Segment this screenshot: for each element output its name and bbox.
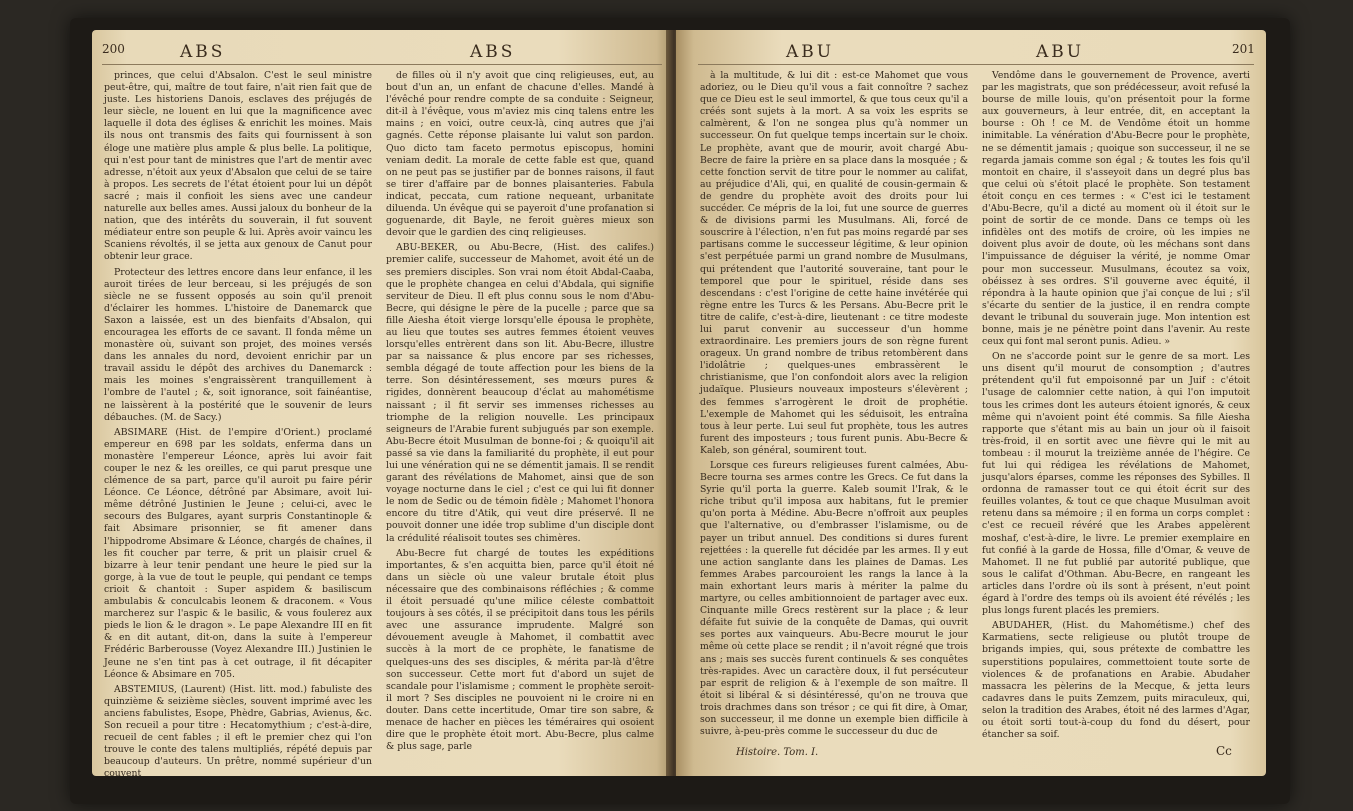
page-number-right: 201 xyxy=(1232,42,1255,56)
paragraph: Lorsque ces fureurs religieuses furent calmées, Abu-Becre tourna ses armes contre les Grecs. Ce fut dans la Syrie qu'il porta la guerre. Kaleb soumit l'Irak, & le riche tribut qu'il imposa aux habitans, fut le premier qu'on porta à Médine. Abu-Becre n'offroit aux peuples que l'alternative, ou d'embrasser l'islamisme, ou de payer un tribut annuel. Des conditions si dures furent rejettées : la querelle fut décidée par les armes. Il y eut une action sanglante dans les plaines de Damas. Les femmes Arabes parcouroient les rangs la lance à la main exhortant leurs maris à mériter la palme du martyre, ou celles ambitionnoient de partager avec eux. Cinquante mille Grecs restèrent sur la place ; & leur défaite fut suivie de la conquête de Damas, qui ouvrit ses portes aux vainqueurs. Abu-Becre mourut le jour même où cette place se rendit ; il n'avoit régné que trois ans ; mais ses succès furent continuels & ses conquêtes très-rapides. Avec un caractère doux, il fut persécuteur par esprit de religion & à l'exemple de son maître. Il étoit si libéral & si désintéressé, qu'on ne trouva que trois drachmes dans son trésor ; ce qui fit dire, à Omar, son successeur, il me donne un exemple bien difficile à suivre, à-peu-près comme le successeur du duc de xyxy=(700,460,968,738)
signature-mark: Cc xyxy=(1216,744,1232,758)
header-rule-right xyxy=(698,64,1254,65)
paragraph: Abu-Becre fut chargé de toutes les expéditions importantes, & s'en acquitta bien, parce qu'il étoit né dans un siècle où une valeur brutale étoit plus nécessaire que des combinaisons réfléchies ; & comme il étoit persuadé qu'une milice céleste combattoit toujours à ses côtés, il se précipitoit dans tous les périls avec une assurance imprudente. Malgré son dévouement aveugle à Mahomet, il combattit avec succès à la mort de ce prophète, le fanatisme de quelques-uns des ses disciples, & mérita par-là d'être son successeur. Cette mort fut d'abord un sujet de scandale pour l'islamisme ; comment le prophète seroit-il mort ? Ses disciples ne pouvoient ni le croire ni en douter. Dans cette incertitude, Omar tire son sabre, & menace de hacher en pièces les téméraires qui osoient dire que le prophète étoit mort. Abu-Becre, plus calme & plus sage, parle xyxy=(386,547,654,753)
paragraph: ABUDAHER, (Hist. du Mahométisme.) chef des Karmatiens, secte religieuse ou plutôt troupe de brigands impies, qui, sous prétexte de combattre les superstitions populaires, commettoient toute sorte de violences & de profanations en Arabie. Abudaher massacra les pèlerins de la Mecque, & jetta leurs cadavres dans le puits Zemzem, puits miraculeux, qui, selon la tradition des Arabes, étoit né des larmes d'Agar, ou étoit sorti tout-à-coup du fond du désert, pour étancher sa soif. xyxy=(982,620,1250,741)
right-page-column-2 xyxy=(982,70,1250,760)
header-rule-left xyxy=(102,64,662,65)
running-head-right-2: ABU xyxy=(1036,42,1085,62)
left-page-column-2 xyxy=(386,70,654,760)
paragraph: Protecteur des lettres encore dans leur enfance, il les auroit tirées de leur berceau, si les préjugés de son siècle ne se fussent opposés au soin qu'il prenoit d'éclairer les hommes. L'histoire de Danemarck que Saxon a laissée, est un des bienfaits d'Absalon, qui encouragea les efforts de ce savant. Il fonda même un monastère où, suivant son projet, des moines versés dans les annales du nord, devoient enrichir par un travail assidu le dépôt des archives du Danemarck : mais les moines s'engraissèrent tranquillement à l'ombre de l'autel ; &, soit ignorance, soit fainéantise, ne laissèrent à la postérité que le souvenir de leurs débauches. (M. de Sacy.) xyxy=(104,266,372,423)
paragraph: ABU-BEKER, ou Abu-Becre, (Hist. des califes.) premier calife, successeur de Mahomet, avoit été un de ses premiers disciples. Son vrai nom étoit Abdal-Caaba, que le prophète changea en celui d'Abdala, qui signifie serviteur de Dieu. Il eft plus connu sous le nom d'Abu-Becre, qui désigne le père de la pucelle ; parce que sa fille Aiesha étoit vierge lorsqu'elle épousa le prophète, au lieu que toutes ses autres femmes étoient veuves lorsqu'elles entrèrent dans son lit. Abu-Becre, illustre par sa naissance & plus encore par ses richesses, sembla dégagé de toute affection pour les biens de la terre. Son désintéressement, ses mœurs pures & rigides, donnèrent beaucoup d'éclat au mahométisme naissant ; il fit servir ses immenses richesses au triomphe de la religion nouvelle. Les principaux seigneurs de l'Arabie furent subjugués par son exemple. Abu-Becre étoit Musulman de bonne-foi ; & quoiqu'il ait passé sa vie dans la familiarité du prophète, il eut pour lui une vénération qui ne se démentit jamais. Il se rendit garant des révélations de Mahomet, ainsi que de son voyage nocturne dans le ciel ; c'est ce qui lui fit donner le nom de Sedic ou de témoin fidèle ; Mahomet l'honora encore du titre d'Atik, qui veut dire préservé. Il ne pouvoit donner une idée trop sublime d'un disciple dont la crédulité réalisoit toutes ses chimères. xyxy=(386,242,654,544)
paragraph: Vendôme dans le gouvernement de Provence, averti par les magistrats, que son prédécesseur, avoit refusé la bourse de mille louis, qu'on présentoit pour la forme aux gouverneurs, à leur entrée, dit, en acceptant la bourse : Oh ! ce M. de Vendôme étoit un homme inimitable. La vénération d'Abu-Becre pour le prophète, ne se démentit jamais ; quoique son successeur, il ne se regarda jamais comme son égal ; & toutes les fois qu'il montoit en chaire, il s'asseyoit dans un degré plus bas que celui où s'étoit placé le prophète. Son testament étoit conçu en ces termes : « C'est ici le testament d'Abu-Becre, qu'il a dicté au moment où il étoit sur le point de sortir de ce monde. Dans ce temps où les infidèles ont des motifs de croire, où les impies ne doivent plus avoir de doute, où les méchans sont dans l'impuissance de déguiser la vérité, je nomme Omar pour mon successeur. Musulmans, écoutez sa voix, obéissez à ses ordres. S'il gouverne avec équité, il répondra à la haute opinion que j'ai conçue de lui ; s'il s'écarte du sentier de la justice, il en rendra compte devant le tribunal du souverain juge. Mon intention est bonne, mais je ne pénètre point dans l'avenir. Au reste ceux qui font mal seront punis. Adieu. » xyxy=(982,70,1250,348)
paragraph: de filles où il n'y avoit que cinq religieuses, eut, au bout d'un an, un enfant de chacune d'elles. Mandé à l'évêché pour rendre compte de sa conduite : Seigneur, dit-il à l'évêque, vous m'aviez mis cinq talens entre les mains ; en voici, outre ceux-là, cinq autres que j'ai gagnés. Cette réponse plaisante lui valut son pardon. Quo dicto tam faceto permotus episcopus, homini veniam dedit. La morale de cette fable est que, quand on ne peut pas se justifier par de bonnes raisons, il faut se tirer d'affaire par de bonnes plaisanteries. Fabula indicat, peccata, cum ratione nequeant, urbanitate diluenda. Un évêque qui se payeroit d'une profanation si goguenarde, dit Bayle, ne feroit guères mieux son devoir que le gardien des cinq religieuses. xyxy=(386,70,654,239)
left-page xyxy=(92,30,674,780)
paragraph: On ne s'accorde point sur le genre de sa mort. Les uns disent qu'il mourut de consomption ; d'autres prétendent qu'il fut empoisonné par un Juif : c'étoit l'usage de calomnier cette nation, à qui l'on imputoit tous les crimes dont les auteurs étoient ignorés, & ceux même qui n'avoient point été commis. Sa fille Aiesha rapporte que s'étant mis au bain un jour où il faisoit très-froid, il en sortit avec une fièvre qui le mit au tombeau : il mourut la treizième année de l'hégire. Ce fut lui qui rédigea les révélations de Mahomet, jusqu'alors éparses, comme les réponses des Sybilles. Il ordonna de ramasser tout ce qui étoit écrit sur des feuilles volantes, & tout ce que chaque Musulman avoit retenu dans sa mémoire ; il en forma un corps complet : c'est ce recueil révéré que les Arabes appelèrent moshaf, c'est-à-dire, le livre. Le premier exemplaire en fut confié à la garde de Hossa, fille d'Omar, & veuve de Mahomet. Il ne fut publié par autorité publique, que sous le califat d'Othman. Abu-Becre, en rangeant les articles dans l'ordre où ils sont à présent, n'eut point égard à l'ordre des temps où ils avoient été révélés ; les plus longs furent placés les premiers. xyxy=(982,351,1250,617)
right-page xyxy=(676,30,1266,776)
paragraph: ABSTEMIUS, (Laurent) (Hist. litt. mod.) fabuliste des quinzième & seizième siècles, souvent imprimé avec les anciens fabulistes, Esope, Phèdre, Gabrias, Avienus, &c. Son recueil a pour titre : Hecatomythium ; c'est-à-dire, recueil de cent fables ; il eft le premier chez qui l'on trouve le conte des talens multipliés, répété depuis par beaucoup d'auteurs. Un prêtre, nommé supérieur d'un couvent xyxy=(104,683,372,780)
paragraph: à la multitude, & lui dit : est-ce Mahomet que vous adoriez, ou le Dieu qu'il vous a fait connoître ? sachez que ce Dieu est le seul immortel, & que tous ceux qu'il a créés sont sujets à la mort. A sa voix les esprits se calmèrent, & l'on ne songea plus qu'à nommer un successeur. On fut quelque temps incertain sur le choix. Le prophète, avant que de mourir, avoit chargé Abu-Becre de faire la prière en sa place dans la mosquée ; & cette fonction servit de titre pour le nommer au califat, au préjudice d'Ali, qui, en qualité de cousin-germain & de gendre du prophète avoit des droits pour lui succéder. Ce mépris de la loi, fut une source de guerres & de divisions parmi les Musulmans. Ali, forcé de souscrire à l'élection, n'en fut pas moins regardé par ses partisans comme le successeur légitime, & leur opinion s'est perpétuée parmi un grand nombre de Musulmans, qui prétendent que l'autorité souveraine, tant pour le temporel que pour le spirituel, réside dans ses descendans : c'est l'origine de cette haine invétérée qui règne entre les Turcs & les Persans. Abu-Becre prit le titre de calife, c'est-à-dire, lieutenant : ce titre modeste lui parut convenir au successeur d'un homme extraordinaire. Les premiers jours de son règne furent orageux. Un grand nombre de tribus retombèrent dans l'idolâtrie ; quelques-unes embrassèrent le christianisme, que l'on confondoit alors avec la religion judaïque. Plusieurs nouveaux imposteurs s'élevèrent ; des femmes s'arrogèrent le droit de prophétie. L'exemple de Mahomet qui les séduisoit, les entraîna tous à leur perte. Lui seul fut prophète, tous les autres furent des imposteurs ; tous furent punis. Abu-Becre & Kaleb, son général, soumirent tout. xyxy=(700,70,968,456)
paragraph: ABSIMARE (Hist. de l'empire d'Orient.) proclamé empereur en 698 par les soldats, enferma dans un monastère l'empereur Léonce, après lui avoir fait couper le nez & les oreilles, ce qui parut presque une clémence de sa part, parce qu'il auroit pu faire périr Léonce. Ce Léonce, détrôné par Absimare, avoit lui-même détrôné Justinien le Jeune ; celui-ci, avec le secours des Bulgares, ayant surpris Constantinople & fait Absimare prisonnier, se fit amener dans l'hippodrome Absimare & Léonce, chargés de chaînes, il les fit coucher par terre, & prit un plaisir cruel & bizarre à leur tenir pendant une heure le pied sur la gorge, à la vue de tout le peuple, qui pendant ce temps crioit & chantoit : Super aspidem & basiliscum ambulabis & conculcabis leonem & draconem. « Vous marcherez sur l'aspic & le basilic, & vous foulerez aux pieds le lion & le dragon ». Le pape Alexandre III en fit & en dit autant, dit-on, dans la suite à l'empereur Frédéric Barberousse (Voyez Alexandre III.) Justinien le Jeune ne s'en tint pas à cet outrage, il fit décapiter Léonce & Absimare en 705. xyxy=(104,426,372,680)
paragraph: princes, que celui d'Absalon. C'est le seul ministre peut-être, qui, maître de tout faire, n'ait rien fait que de juste. Les historiens Danois, esclaves des préjugés de leur siècle, ne louent en lui que la magnificence avec laquelle il dota des églises & enrichit les moines. Mais ils nous ont transmis des faits qui fournissent à son éloge une matière plus ample & plus belle. La politique, qui n'est pour tant de ministres que l'art de mentir avec adresse, n'étoit aux yeux d'Absalon que celui de se taire à propos. Les secrets de l'état étoient pour lui un dépôt sacré ; mais il confioit les siens avec une candeur naturelle aux belles ames. Aussi jaloux du bonheur de la nation, que des intérêts du souverain, il fut souvent médiateur entre son peuple & lui. Après avoir vaincu les Scaniens révoltés, il se jetta aux genoux de Canut pour obtenir leur grace. xyxy=(104,70,372,263)
running-head-right-1: ABU xyxy=(786,42,835,62)
page-footer: Histoire. Tom. I. xyxy=(736,747,819,758)
running-head-left-1: ABS xyxy=(180,42,226,62)
right-page-column-1 xyxy=(700,70,968,760)
left-page-column-1 xyxy=(104,70,372,780)
page-number-left: 200 xyxy=(102,42,125,56)
running-head-left-2: ABS xyxy=(470,42,516,62)
